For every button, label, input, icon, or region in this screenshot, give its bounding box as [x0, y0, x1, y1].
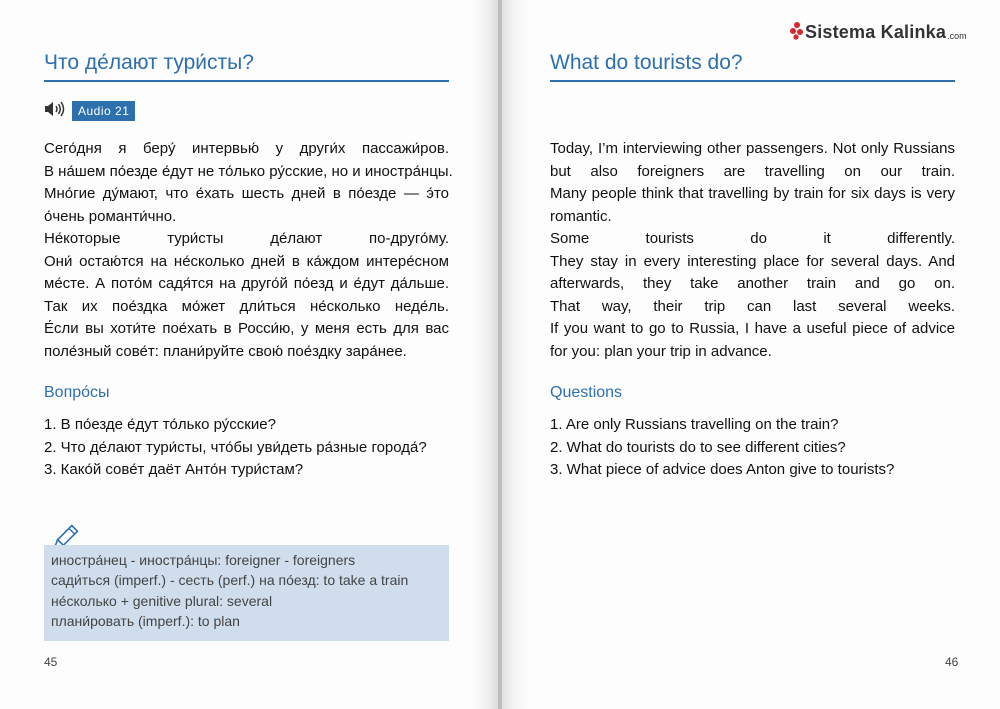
audio-track-badge[interactable]: Audio 21 [72, 101, 135, 121]
title-underline [550, 80, 955, 82]
left-page [0, 0, 497, 709]
text-line: romantic. [550, 207, 612, 225]
logo-name: Sistema Kalinka [805, 22, 947, 42]
text-line: Е́сли вы хоти́те пое́хать в Росси́ю, у меня есть для вас [44, 320, 449, 337]
book-spine [498, 0, 502, 709]
questions-heading-english: Questions [550, 384, 623, 401]
questions-list-english [550, 414, 894, 482]
questions-heading-russian: Вопро́сы [44, 384, 110, 401]
text-line: If you want to go to Russia, I have a useful piece of advice [550, 320, 955, 337]
vocabulary-note-box [44, 545, 449, 641]
page-number-left: 45 [44, 655, 58, 669]
text-line: but also foreigners are travelling on our train. [550, 162, 955, 180]
right-page [503, 0, 1000, 709]
audio-control[interactable] [44, 101, 135, 121]
text-line: Сего́дня я беру́ интервью́ у други́х пассажи́ров. [44, 140, 449, 157]
text-line: поле́зный сове́т: плани́руйте свою́ пое́здку зара́нее. [44, 342, 407, 360]
logo-domain: .com [947, 30, 967, 41]
vocab-note-line: сади́ться (imperf.) - сесть (perf.) на по́езд: to take a train [51, 572, 409, 589]
question-item: 2. What do tourists do to see different cities? [550, 438, 846, 456]
russian-text [44, 138, 453, 363]
question-item: 1. Are only Russians travelling on the train? [550, 416, 839, 433]
question-item: 3. Како́й сове́т даёт Анто́н тури́стам? [44, 461, 304, 478]
vocab-note-line: не́сколько + genitive plural: several [51, 592, 273, 609]
gutter-shadow-right [501, 0, 531, 709]
english-text [550, 138, 955, 363]
question-item: 1. В по́езде е́дут то́лько ру́сские? [44, 416, 276, 433]
text-line: Мно́гие ду́мают, что е́хать шесть дней в по́езде — э́то [44, 185, 449, 202]
page-title-english: What do tourists do? [550, 51, 743, 74]
text-line: That way, their trip can last several weeks. [550, 297, 955, 315]
text-line: ме́сте. А пото́м садя́тся на друго́й по́езд и е́дут да́льше. [44, 275, 449, 292]
text-line: о́чень романти́чно. [44, 207, 177, 225]
kalinka-berry-icon [789, 20, 805, 45]
text-line: Many people think that travelling by train for six days is very [550, 185, 955, 202]
title-underline [44, 80, 449, 82]
text-line: Не́которые тури́сты де́лают по-друго́му. [44, 230, 449, 247]
text-line: В на́шем по́езде е́дут не то́лько ру́сские, но и иностра́нцы. [44, 162, 453, 180]
text-line: for you: plan your trip in advance. [550, 342, 772, 360]
questions-list-russian [44, 414, 427, 482]
page-number-right: 46 [945, 655, 959, 669]
text-line: They stay in every interesting place for several days. And [550, 252, 955, 270]
text-line: Они́ остаю́тся на не́сколько дней в ка́ждом интере́сном [44, 252, 449, 270]
vocab-note-line: иностра́нец - иностра́нцы: foreigner - foreigners [51, 552, 356, 568]
speaker-icon[interactable] [44, 101, 66, 122]
question-item: 2. Что де́лают тури́сты, что́бы уви́деть ра́зные города́? [44, 438, 427, 456]
text-line: Так их пое́здка мо́жет дли́ться не́сколько неде́ль. [44, 297, 449, 315]
vocab-note-line: плани́ровать (imperf.): to plan [51, 612, 240, 629]
vocabulary-notes [51, 550, 408, 631]
brand-logo [789, 20, 967, 45]
page-title-russian: Что де́лают тури́сты? [44, 51, 254, 74]
text-line: afterwards, they take another train and go on. [550, 275, 955, 292]
gutter-shadow-left [470, 0, 499, 709]
question-item: 3. What piece of advice does Anton give to tourists? [550, 461, 895, 478]
text-line: Some tourists do it differently. [550, 230, 955, 247]
text-line: Today, I’m interviewing other passengers. Not only Russians [550, 140, 955, 157]
